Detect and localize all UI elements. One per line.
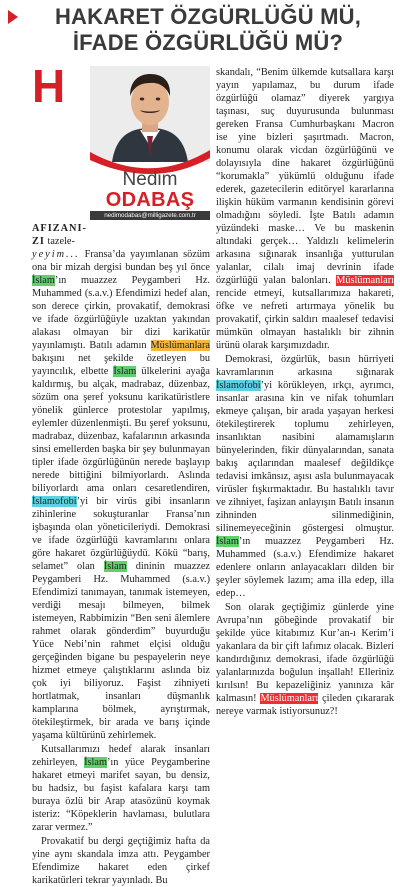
article-title <box>22 4 394 56</box>
highlight-islam: İslam <box>113 366 137 377</box>
paragraph: Demokrasi, özgürlük, basın hürriyeti kavramlarının arkasına sığınarak İslamofobi’yi körükleyen, ırkçı, ayrımcı, insanlar arasına kin ve nifak tohumları ekmeye çalışan, bir arada yaşayan herkesi ötekileştirerek toplumu zehirleyen, insanlıktan nasibini alamamışların bünyelerinden, fikir dünyalarından, sanata bakış açılarından maalesef değildikçe tedavisi imkânsız, aşısı asla bulunmayacak virüsler fışkırmaktadır. Bu hastalıklı tavır ve zihniyet, faşizan anlayışın Batılı insanın zihninden silinmediğinin, silinemeyeceğinin göstergesi olmuştur. İslam’ın muazzez Peygamberi Hz. Muhammed (s.a.v.) Efendimize hakaret edenlere onların anlayacakları dilden bir şeyler söylemek lazım; ama illa edep, illa edep… <box>216 354 394 599</box>
paragraph: Provakatif bu dergi geçtiğimiz hafta da yine aynı skandala imza attı. Peygamber Efendimize hakaret eden çirkef karikatürleri tekrar yayınladı. Bu <box>32 836 210 886</box>
paragraph: H AFIZANI- ZI tazele- yeyim... Fransa’da yayımlanan sözüm ona bir mizah dergisi bundan beş yıl önce İslam’ın muazzez Peygamberi Hz. Muhammed (s.a.v.) Efendimizi hedef alan, son derece çirkin, provakatif, demokrasi ve ifade özgürlüğüyle uzaktan yakından alakası olmayan bir dizi karikatür yayınlamıştı. Batılı adamın Müslümanlara bakışını net şekilde özetleyen bu yayıncılık, elbette İslam ülkelerini ayağa kaldırmış, bu alçak, madrabaz, düzenbaz, sözüm ona şeref yoksunu karikatüristlere yönelik günlerce protestolar yapılmış, eylemler düzenlenmişti. Bu şeref yoksunu, madrabaz, düzenbaz, kafalarının arkasında sinsi emellerden başka bir şey bulunmayan tipler ifade özgürlüğünün nerede başlayıp nerede bittiğini bilmiyorlardı. Aslında biliyorlardı ama onları cesaretlendiren, İslamofobi’yi bir virüs gibi insanların zihinlerine sokuşturanlar Fransa’nın işbaşında olan yöneticileriydi. Demokrasi ve ifade özgürlüğü kavramlarını onlara göre hakaret özgürlüğüydü. Kökü “barış, selamet” olan İslam dininin muazzez Peygamberi Hz. Muhammed (s.a.v.) Efendimizi tanımayan, tanımak istemeyen, verdiği mesajı bilmeyen, bilmek istemeyen, Rabbimizin “Ben seni âlemlere rahmet olarak gönderdim” buyurduğu Yüce Nebi’nin rahmet elçisi olduğu gerçeğinden bigane bu pespayelerin neye hizmet etmeye çalıştıklarını aslında biz çok iyi biliyoruz. Faşist zihniyeti hortlatmak, insanları düşmanlık kamplarına bölmek, ayrıştırmak, ötekileştirmek, bir arada ve barış içinde yaşama kültürünü zehirlemek. <box>32 60 210 741</box>
paragraph: skandalı, “Benim ülkemde kutsallara karşı yayın yapılamaz, bu durum ifade özgürlüğü olamaz” diyerek yargıya taşınası, suç duyurusunda bulunması gereken Fransa Cumhurbaşkanı Macron ise yine bizleri şaşırtmadı. Macron, konumu olarak vicdan özgürlüğünü ve dolayısıyla dine hakaret özgürlüğünü “korumakla” yükümlü olduğunu ifade ederek, gazetecilerin editöryel kararlarına ilişkin hüküm varmanın kendisinin görevi olmadığını söyledi. İşte Batılı adamın yüzündeki maske… Ve bu maskenin altındaki gerçek… Yaldızlı kelimelerin arkasına sığınarak insanlığa yutturulan yalanlar, cilalı imaj devrinin ifade özgürlüğü yalan balonları. Müslümanları rencide etmeyi, kutsallarımıza hakareti, öfke ve nefreti artırmaya yönelik bu provakatif, çirkin saldırı maalesef tedavisi mümkün olmayan hastalıklı bir zihnin ürünü olarak karşımızdadır. <box>216 67 394 351</box>
highlight-islam: İslam <box>32 275 55 286</box>
highlight-muslumanlari: Müslümanları <box>336 275 394 286</box>
highlight-islam: İslam <box>84 757 107 768</box>
article-body <box>32 60 394 886</box>
author-box <box>90 66 210 218</box>
column-right <box>216 66 394 874</box>
paragraph: Son olarak geçtiğimiz günlerde yine Avrupa’nın göbeğinde provakatif bir şekilde yüce kitabımız Kur’an-ı Kerim’i yakanlara da bir çift lafımız olacak. Bizleri kandırdığınız demokrasi, ifade özgürlüğü yalanlarınızda boğulun inşallah! Elleriniz kırılsın! Bu kepazeliğiniz yanınıza kâr kalmasın! Müslümanları çileden çıkararak nereye varmak istiyorsunuz?! <box>216 602 394 717</box>
author-email[interactable]: nedimodabas@milligazete.com.tr <box>90 211 210 220</box>
author-last-name: ODABAŞ <box>105 189 195 211</box>
paragraph: Kutsallarımızı hedef alarak insanları zehirleyen, İslam’ın yüce Peygamberine hakaret etmeyi marifet sayan, bu densiz, bu hadsiz, bu faşist kafalara karşı tam buraya özlü bir Arap atasözünü koymak isteriz: “Köpeklerin havlaması, bulutlara zarar vermez.” <box>32 744 210 833</box>
highlight-islam: İslam <box>103 561 127 572</box>
title-line-1: HAKARET ÖZGÜRLÜĞÜ MÜ, <box>54 4 362 29</box>
column-left <box>32 60 210 886</box>
highlight-islamofobi: İslamofobi <box>216 380 261 391</box>
drop-cap: H <box>32 60 66 112</box>
highlight-muslumanlara: Müslümanlara <box>150 340 210 351</box>
title-line-2: İFADE ÖZGÜRLÜĞÜ MÜ? <box>72 30 344 55</box>
corner-triangle-icon <box>8 10 18 24</box>
highlight-islam: İslam <box>216 536 239 547</box>
highlight-islamofobi: İslamofobi <box>32 496 77 507</box>
author-first-name: Nedim <box>122 169 178 190</box>
highlight-muslumanlari: Müslümanları <box>260 693 319 704</box>
